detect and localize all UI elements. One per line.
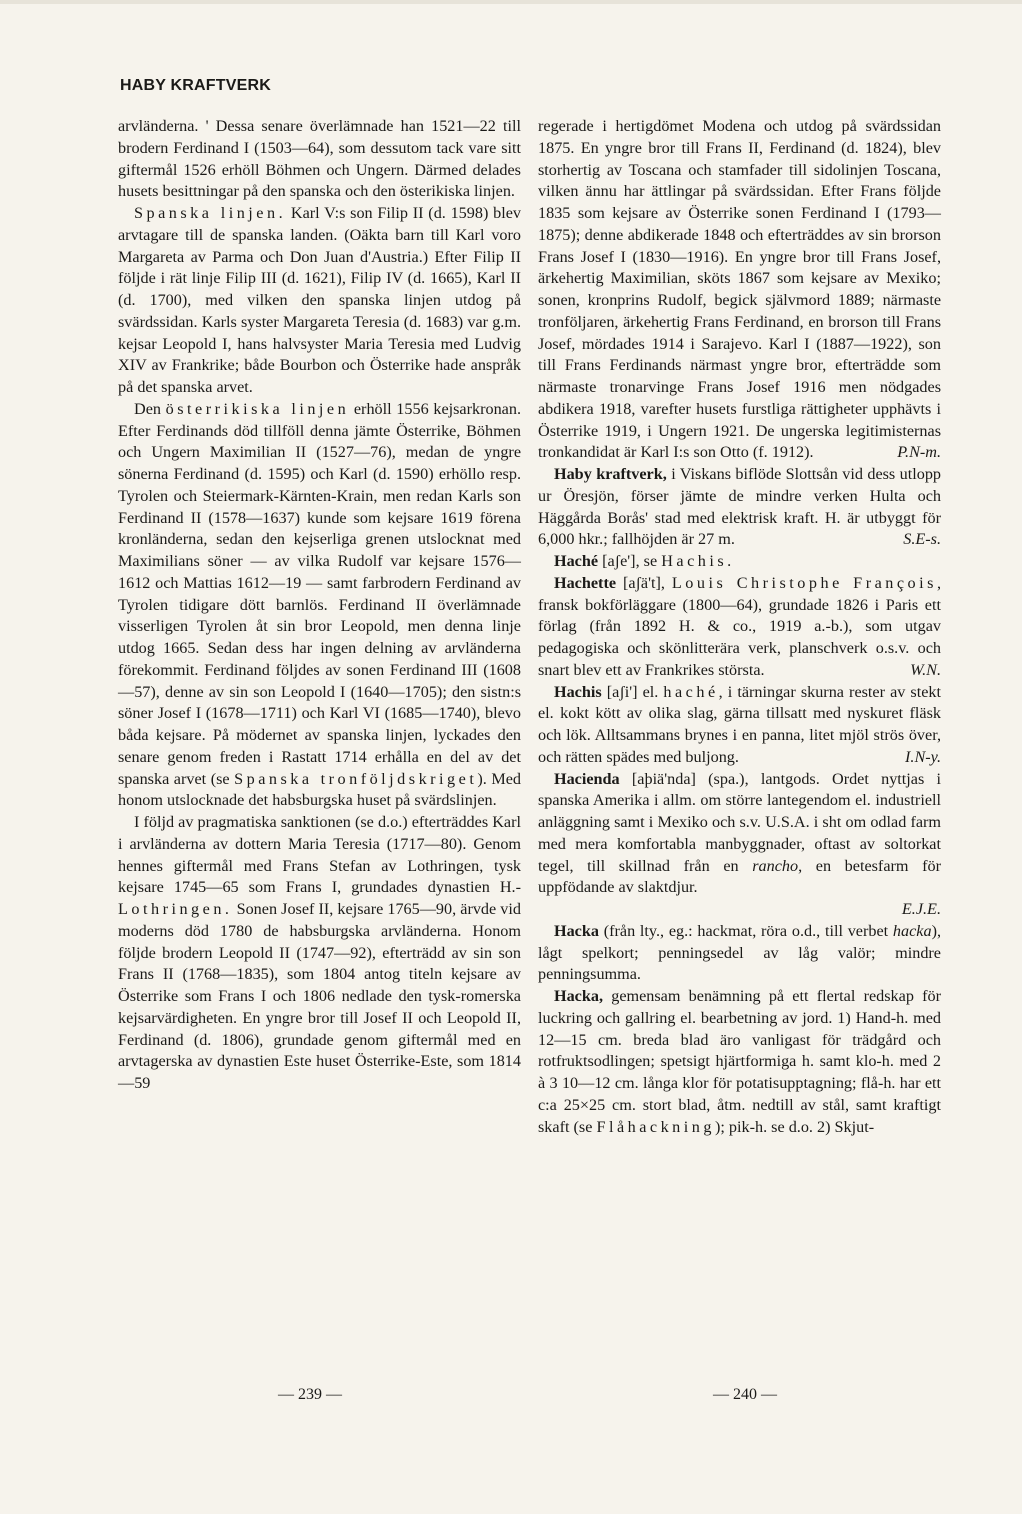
running-head: HABY KRAFTVERK: [120, 77, 271, 94]
entry-headword: Hacka,: [554, 987, 604, 1005]
spaced-term: haché: [663, 682, 719, 701]
entry-hacka-card: Hacka (från lty., eg.: hackmat, röra o.d., till verbet hacka), lågt spelkort; penningsedel av låg valör; mindre penningsumma.: [538, 921, 941, 984]
top-edge-rule: [0, 0, 1022, 4]
cross-reference: Hachis.: [661, 552, 735, 570]
entry-hachis: Hachis [aʃi'] el. haché, i tärningar skurna rester av stekt el. kokt kött av olika slag, gärna tillsatt med nyskuret fläsk och lök. Alltsammans brynes i en panna, litet mjöl strös över, och rätten spädes med buljong. I.N-y.: [538, 682, 941, 769]
author-signature: I.N-y.: [905, 747, 941, 766]
entry-haby-kraftverk: Haby kraftverk, i Viskans biflöde Slottsån vid dess utlopp ur Öresjön, förser jämte de mindre verken Hulta och Häggårda Borås' stad med elektrisk kraft. H. är utbyggt för 6,000 hkr.; fallhöjden är 27 m. S.E-s.: [538, 464, 941, 551]
author-signature: E.J.E.: [901, 900, 941, 918]
spaced-heading: Lothringen.: [118, 900, 233, 918]
cross-reference: Spanska tronföljdskriget: [234, 769, 478, 788]
entry-headword: Haché: [554, 552, 599, 570]
page-number-left: — 239 —: [278, 1386, 342, 1403]
entry-headword: Hacienda: [554, 769, 620, 788]
paragraph-austrian-line: Den österrikiska linjen erhöll 1556 kejsarkronan. Efter Ferdinands död tillföll denna jämte Österrike, Böhmen och Ungern Maximilian II (1527—76), medan de yngre sönerna Ferdinand (d. 1595) och Karl (d. 1590) erhöllo resp. Tyrolen och Steiermark-Kärnten-Krain, men redan Karls son Ferdinand II (1578—1637) kunde som kejsare 1619 förena kronländerna, sedan den kejserliga grenen utslocknat med Maximilians söner — av vilka Rudolf var kejsare 1576—1612 och Mattias 1612—19 — samt farbrodern Ferdinand av Tyrolen tidigare dött barnlös. Ferdinand II överlämnade visserligen Tyrolen åt sin bror Leopold, men denna linje utdog 1665. Sedan dess har ingen delning av arvländerna förekommit. Ferdinand följdes av sonen Ferdinand III (1608—57), denne av sin son Leopold I (1640—1705); den sistn:s söner Josef I (1678—1711) och Karl VI (1685—1740), blevo båda kejsare. På mödernet av spanska linjen, lyckades den senare genom freden i Rastatt 1714 erhålla en del av det spanska arvet (se Spanska tronföljdskriget). Med honom utslocknade det habsburgska huset på svärdslinjen.: [118, 399, 521, 810]
entry-headword: Hachette: [554, 573, 617, 592]
entry-headword: Hacka: [554, 921, 599, 940]
paragraph-continued: arvländerna. ' Dessa senare överlämnade han 1521—22 till brodern Ferdinand I (1503—64), som dessutom tack vare sitt giftermål 1526 erhöll Böhmen och Ungern. Därmed delades husets besittningar på den spanska och den österikiska linjen.: [118, 117, 521, 201]
author-signature: P.N-m.: [897, 443, 941, 462]
entry-hachette: Hachette [aʃä't], Louis Christophe François, fransk bokförläggare (1800—64), grundade 1826 i Paris ett förlag (från 1892 H. & co., 1919 a.-b.), som utgav pedagogiska och skönlitterära verk, planschverk o.s.v. och snart blev ett av Frankrikes största. W.N.: [538, 573, 941, 682]
spaced-name: Louis Christophe François: [671, 573, 937, 592]
page-number-right: — 240 —: [713, 1386, 777, 1403]
paragraph-spanish-line: Spanska linjen. Karl V:s son Filip II (d. 1598) blev arvtagare till de spanska landen. (Oäkta barn till Karl voro Margareta av Parma och Don Juan d'Austria.) Efter Filip II följde i rät linje Filip III (d. 1621), Filip IV (d. 1665), Karl II (d. 1700), med vilken den spanska linjen utdog på svärdssidan. Karls syster Margareta Teresia (d. 1683) var g.m. kejsar Leopold I, hans halvsyster Maria Teresia med Ludvig XIV av Frankrike; både Bourbon och Österrike hade anspråk på det spanska arvet.: [118, 204, 521, 396]
entry-hache: Haché [aʃe'], se Hachis.: [554, 552, 735, 570]
entry-headword: Haby kraftverk,: [554, 465, 667, 483]
entry-hacka-tool: Hacka, gemensam benämning på ett flertal redskap för luckring och gallring el. bearbetning av jord. 1) Hand-h. med 12—15 cm. breda blad äro vanligast för trädgård och rotfruktsodlingen; spetsigt hjärtformiga h. samt klo-h. med 2 à 3 10—12 cm. långa klor för potatisupptagning; flå-h. har ett c:a 25×25 cm. stort blad, åtm. nedtill av stål, samt kraftigt skaft (se Flåhackning); pik-h. se d.o. 2) Skjut-: [538, 987, 941, 1136]
paragraph-pragmatic-sanction: I följd av pragmatiska sanktionen (se d.o.) efterträddes Karl i arvländerna av dottern Maria Teresia (1717—80). Genom hennes giftermål med Frans Stefan av Lothringen, tysk kejsare 1745—65 som Frans I, grundades dynastien H.-Lothringen. Sonen Josef II, kejsare 1765—90, ärvde vid moderns död 1780 de habsburgska arvländerna. Honom följde brodern Leopold II (1747—92), efterträdd av sin son Frans II (1768—1835), som 1804 antog titeln kejsare av Österrike som Frans I och 1806 nedlade den tysk-romerska kejsarvärdigheten. En yngre bror till Josef II och Leopold II, Ferdinand (d. 1806), grundade genom giftermål med en arvtagerska av dynastien Este huset Österrike-Este, som 1814—59: [118, 813, 521, 1092]
italic-term: hacka: [892, 921, 932, 940]
spaced-heading: österrikiska linjen: [165, 399, 350, 418]
entry-headword: Hachis: [554, 682, 602, 701]
author-signature: S.E-s.: [903, 530, 941, 549]
cross-reference: Flåhackning: [596, 1117, 715, 1136]
paragraph-continued: regerade i hertigdömet Modena och utdog på svärdssidan 1875. En yngre bror till Frans II, Ferdinand (d. 1824), blev storhertig av Toscana och stamfader till sidolinjen Toscana, vilken ännu har ättlingar på svärdssidan. Efter Frans följde 1835 som kejsare av Österrike sonen Ferdinand I (1793—1875); denne abdikerade 1848 och efterträddes av sin brorson Frans Josef I (1830—1916). En yngre bror till Frans Josef, ärkehertig Maximilian, sköts 1867 som kejsare av Mexiko; sonen, kronprins Rudolf, begick självmord 1889; närmaste tronföljaren, ärkehertig Frans Ferdinand, en brorson till Frans Josef, mördades 1914 i Sarajevo. Karl I (1887—1922), son till Frans Ferdinands närmast yngre bror, efterträdde som närmaste tronarvinge Frans Josef 1916 men nödgades abdikera 1918, varefter husets furstliga rättigheter upphävts i Österrike 1919, i Ungern 1921. De ungerska legitimisternas tronkandidat är Karl I:s son Otto (f. 1912). P.N-m.: [538, 116, 941, 464]
author-signature: W.N.: [910, 660, 941, 679]
spaced-heading: Spanska linjen.: [134, 204, 287, 222]
right-column: [538, 116, 941, 1138]
entry-hacienda: Hacienda [aþiä'nda] (spa.), lantgods. Ordet nyttjas i spanska Amerika i allm. om större lantegendom el. industriell anläggning samt i Mexiko och s.v. U.S.A. i sht om odlad farm med mera komfortabla manbyggnader, oftast av soltorkat tegel, till skillnad från en rancho, en betesfarm för uppfödande av slaktdjur. E.J.E.: [538, 769, 941, 921]
left-column: [118, 116, 521, 1095]
italic-term: rancho: [752, 856, 799, 875]
